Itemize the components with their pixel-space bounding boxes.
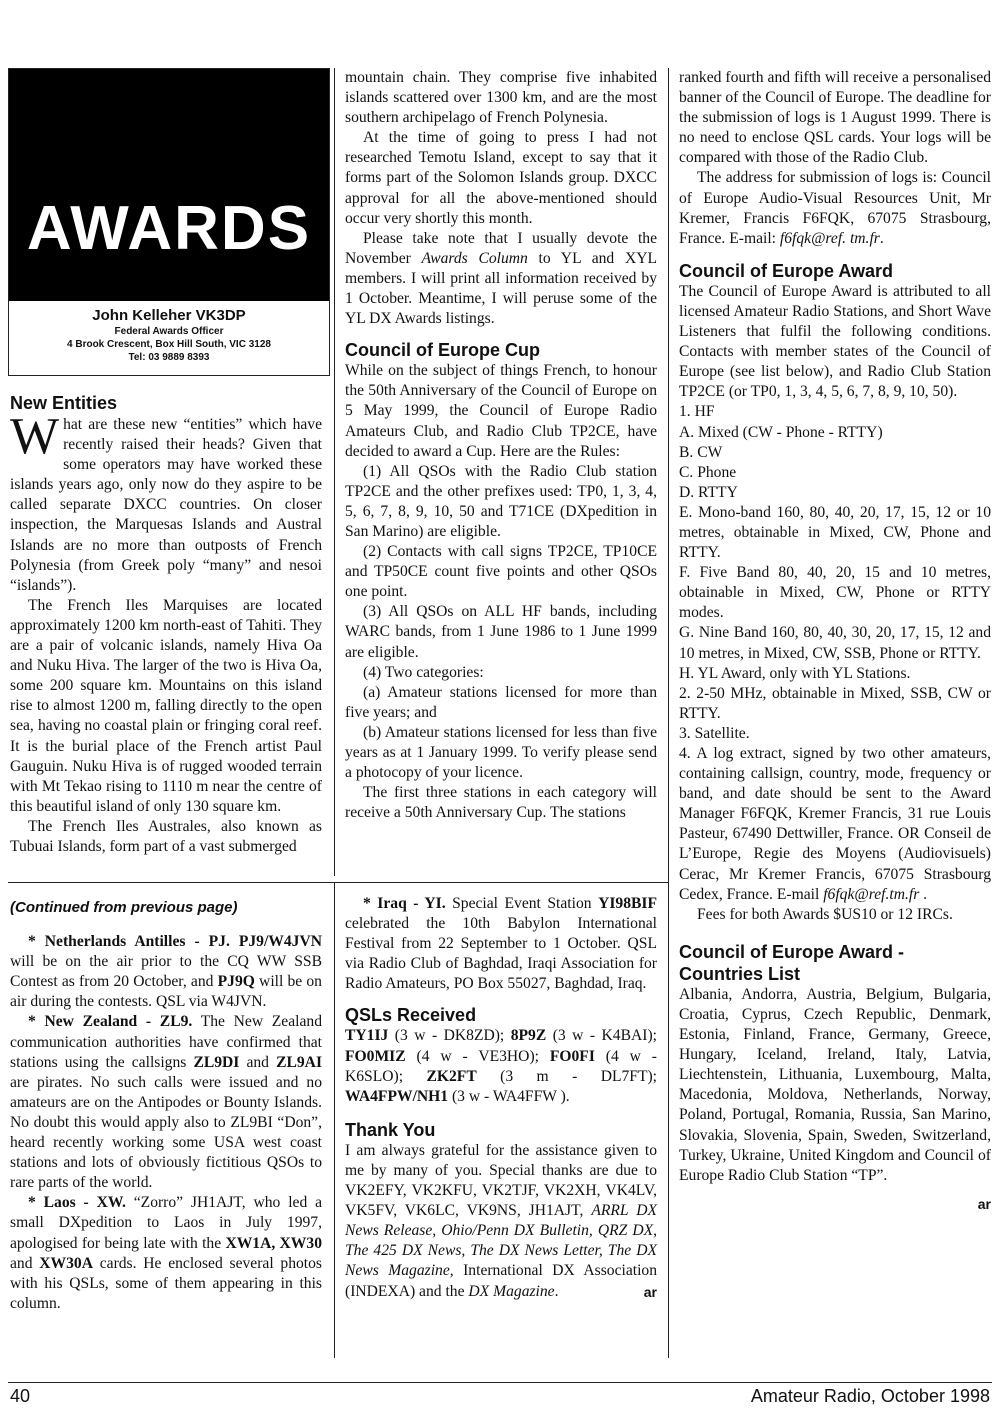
new-entities-p1: hat are these new “entities” which have recently raised their heads? Given that some operators may have worked these islands years ago, only now do they aspire to be called separate DXCC countries. On closer inspection, the Marquesas Islands and Austral Islands are no more than outposts of French Polynesia (from Greek poly “many” and nesoi “islands”). xyxy=(10,416,322,594)
title-bar xyxy=(9,69,329,301)
author-role: Federal Awards Officer xyxy=(114,326,224,337)
countries-heading: Council of Europe Award - Countries List xyxy=(679,941,905,984)
col2-p1: mountain chain. They comprise five inhabited islands scattered over 1300 km, and are the most southern archipelago of French Polynesia. xyxy=(345,69,657,127)
new-entities-heading: New Entities xyxy=(10,393,118,413)
coe-award-p1: The Council of Europe Award is attributed to all licensed Amateur Radio Stations, and Short Wave Listeners that fulfil the following conditions. Contacts with member states of the Council of Europe (see list below), and Radio Club Station TP2CE (or TP0, 1, 3, 4, 5, 6, 7, 8, 9, 10, 50). xyxy=(679,282,991,401)
thank-you-text: I am always grateful for the assistance given to me by many of you. Special thanks are due to VK2EFY, VK2KFU, VK2TJF, VK2XH, VK4LV, VK5FV, VK6LC, VK9NS, JH1AJT, ARRL DX News Release, Ohio/Penn DX Bulletin, QRZ DX, The 425 DX News, The DX News Letter, The DX News Magazine, International DX Association (INDEXA) and the DX Magazine. ar xyxy=(345,1141,657,1302)
new-entities-p3: The French Iles Australes, also known as Tubuai Islands, form part of a vast submerged xyxy=(10,817,322,855)
footer-rule xyxy=(8,1382,992,1383)
new-entities-section xyxy=(10,392,322,857)
continued-heading: (Continued from previous page) xyxy=(10,899,238,916)
countries-list: Albania, Andorra, Austria, Belgium, Bulgaria, Croatia, Cyprus, Czech Republic, Denmark, Estonia, Finland, France, Germany, Greece, Hungary, Iceland, Ireland, Italy, Latvia, Liechtenstein, Lithuania, Luxembourg, Malta, Macedonia, Moldova, Netherlands, Norway, Poland, Portugal, Romania, Russia, San Marino, Slovakia, Slovenia, Spain, Sweden, Switzerland, Turkey, Ukraine, United Kingdom and Council of Europe Radio Club Station “TP”. xyxy=(679,985,991,1184)
laos-item: * Laos - XW. “Zorro” JH1AJT, who led a small DXpedition to Laos in July 1997, apologised for being late with the XW1A, XW30 and XW30A cards. He enclosed several photos with his QSLs, some of them appearing in this column. xyxy=(10,1194,323,1312)
author-tel: Tel: 03 9889 8393 xyxy=(128,352,210,363)
new-entities-p2: The French Iles Marquises are located approximately 1200 km north-east of Tahiti. They are a pair of volcanic islands, namely Hiva Oa and Nuku Hiva. The larger of the two is Hiva Oa, some 200 square km. Mountains on this island rise to almost 1200 m, falling directly to the open sea, having no coastal plain or fringing coral reef. It is the burial place of the French artist Paul Gauguin. Nuku Hiva is of rugged wooded terrain with Mt Tekao rising to 1110 m near the centre of this beautiful island of only 130 square km. xyxy=(10,596,322,815)
column-title: AWARDS xyxy=(26,194,312,263)
thank-you-heading: Thank You xyxy=(345,1119,436,1140)
coe-cup-heading: Council of Europe Cup xyxy=(345,340,540,361)
coe-cup-p2: The first three stations in each category will receive a 50th Anniversary Cup. The stations xyxy=(345,784,657,822)
coe-cup-rule-2: (2) Contacts with call signs TP2CE, TP10CE and TP50CE count five points and other QSOs one point. xyxy=(345,543,657,601)
column-3 xyxy=(679,68,991,1214)
column-2-top xyxy=(345,68,657,823)
continued-box-top-rule xyxy=(8,882,668,883)
coe-award-s3: 3. Satellite. xyxy=(679,724,750,742)
column-divider-3 xyxy=(334,882,335,1358)
page-number: 40 xyxy=(10,1386,31,1406)
coe-cup-rule-4: (4) Two categories: xyxy=(363,663,484,681)
coe-cup-p1: While on the subject of things French, to honour the 50th Anniversary of the Council of Europe on 5 May 1999, the Council of Europe Radio Amateurs Club, and Radio Club TP2CE, have decided to award a Cup. Here are the Rules: xyxy=(345,362,657,460)
column-divider-2 xyxy=(668,68,669,1358)
coe-award-a: A. Mixed (CW - Phone - RTTY) xyxy=(679,423,883,441)
coe-award-h: H. YL Award, only with YL Stations. xyxy=(679,664,911,682)
publication-info: Amateur Radio, October 1998 xyxy=(750,1386,990,1406)
new-zealand-item: * New Zealand - ZL9. The New Zealand communication authorities have confirmed that stations using the callsigns ZL9DI and ZL9AI are pirates. No such calls were issued and no amateurs are on the Antipodes or Bounty Islands. No doubt this would apply also to ZL9BI “Don”, heard recently working some USA west coast stations and lots of obviously fictitious QSOs to rare parts of the world. xyxy=(10,1013,323,1192)
coe-award-c: C. Phone xyxy=(679,463,737,481)
netherlands-antilles-item: * Netherlands Antilles - PJ. PJ9/W4JVN will be on the air prior to the CQ WW SSB Contest as from 20 October, and PJ9Q will be on air during the contests. QSL via W4JVN. xyxy=(10,933,322,1011)
author-name: John Kelleher VK3DP xyxy=(92,307,246,324)
qsls-heading: QSLs Received xyxy=(345,1005,477,1026)
coe-award-e: E. Mono-band 160, 80, 40, 20, 17, 15, 12 or 10 metres, obtainable in Mixed, CW, Phone and RTTY. xyxy=(679,503,991,562)
col3-p1: ranked fourth and fifth will receive a personalised banner of the Council of Europe. The deadline for the submission of logs is 1 August 1999. There is no need to enclose QSL cards. Your logs will be compared with those of the Radio Club. xyxy=(679,69,991,167)
coe-cup-rule-4a: (a) Amateur stations licensed for more than five years; and xyxy=(345,683,657,721)
col2-p2: At the time of going to press I had not researched Temotu Island, except to say that it forms part of the Solomon Islands group. DXCC approval for all the above-mentioned should occur very shortly this month. xyxy=(345,129,657,227)
qsls-list: TY1IJ (3 w - DK8ZD); 8P9Z (3 w - K4BAI); FO0MIZ (4 w - VE3HO); FO0FI (4 w -K6SLO); ZK2FT (3 m - DL7FT); WA4FPW/NH1 (3 w - WA4FFW ). xyxy=(345,1027,657,1105)
coe-award-s2: 2. 2-50 MHz, obtainable in Mixed, SSB, CW or RTTY. xyxy=(679,684,991,722)
coe-award-b: B. CW xyxy=(679,443,723,461)
thank-you-end-mark: ar xyxy=(643,1283,657,1300)
continued-section xyxy=(10,898,322,1314)
coe-cup-rule-3: (3) All QSOs on ALL HF bands, including WARC bands, from 1 June 1986 to 1 June 1999 are eligible. xyxy=(345,603,657,661)
iraq-item: * Iraq - YI. Special Event Station YI98BIF celebrated the 10th Babylon International Festival from 22 September to 1 October. QSL via Radio Club of Baghdad, Iraqi Association for Radio Amateurs, PO Box 55027, Baghdad, Iraq. xyxy=(345,895,657,993)
coe-award-s4: 4. A log extract, signed by two other amateurs, containing callsign, country, mode, frequency or band, and date should be sent to the Award Manager F6FQK, Kremer Francis, 31 rue Louis Pasteur, 67490 Dettwiller, France. OR Conseil de L’Europe, Regie des Moyens (Audiovisuels) Cerac, Mr Kremer Francis, 67075 Strasbourg Cedex, France. E-mail f6fqk@ref.tm.fr . xyxy=(679,745,991,903)
coe-cup-rule-4b: (b) Amateur stations licensed for less than five years as at 1 January 1999. To verify please send a photocopy of your licence. xyxy=(345,723,657,782)
coe-award-fees: Fees for both Awards $US10 or 12 IRCs. xyxy=(697,905,953,923)
coe-award-g: G. Nine Band 160, 80, 40, 30, 20, 17, 15, 12 and 10 metres, in Mixed, CW, SSB, Phone or RTTY. xyxy=(679,624,991,662)
drop-cap: W xyxy=(10,408,60,465)
coe-award-d: D. RTTY xyxy=(679,483,738,501)
col3-p2: The address for submission of logs is: Council of Europe Audio-Visual Resources Unit, Mr Kremer, Francis F6FQK, 67075 Strasbourg, France. E-mail: f6fqk@ref. tm.fr. xyxy=(679,169,991,247)
end-mark: ar xyxy=(977,1195,991,1212)
awards-header-box xyxy=(8,68,330,376)
coe-award-s1: 1. HF xyxy=(679,403,715,421)
column-divider-1 xyxy=(334,68,335,876)
coe-cup-rule-1: (1) All QSOs with the Radio Club station TP2CE and the other prefixes used: TP0, 1, 3, 4, 5, 6, 7, 8, 9, 10, 50 and T71CE (DXpedition in San Marino) are eligible. xyxy=(345,462,657,540)
continued-col2 xyxy=(345,894,657,1302)
coe-award-heading: Council of Europe Award xyxy=(679,260,894,281)
coe-award-f: F. Five Band 80, 40, 20, 15 and 10 metres, obtainable in Mixed, CW, Phone or RTTY modes. xyxy=(679,564,991,622)
author-address: 4 Brook Crescent, Box Hill South, VIC 3128 xyxy=(67,339,271,350)
col2-p3: Please take note that I usually devote the November Awards Column to YL and XYL members. I will print all information received by 1 October. Meantime, I will peruse some of the YL DX Awards listings. xyxy=(345,229,657,328)
